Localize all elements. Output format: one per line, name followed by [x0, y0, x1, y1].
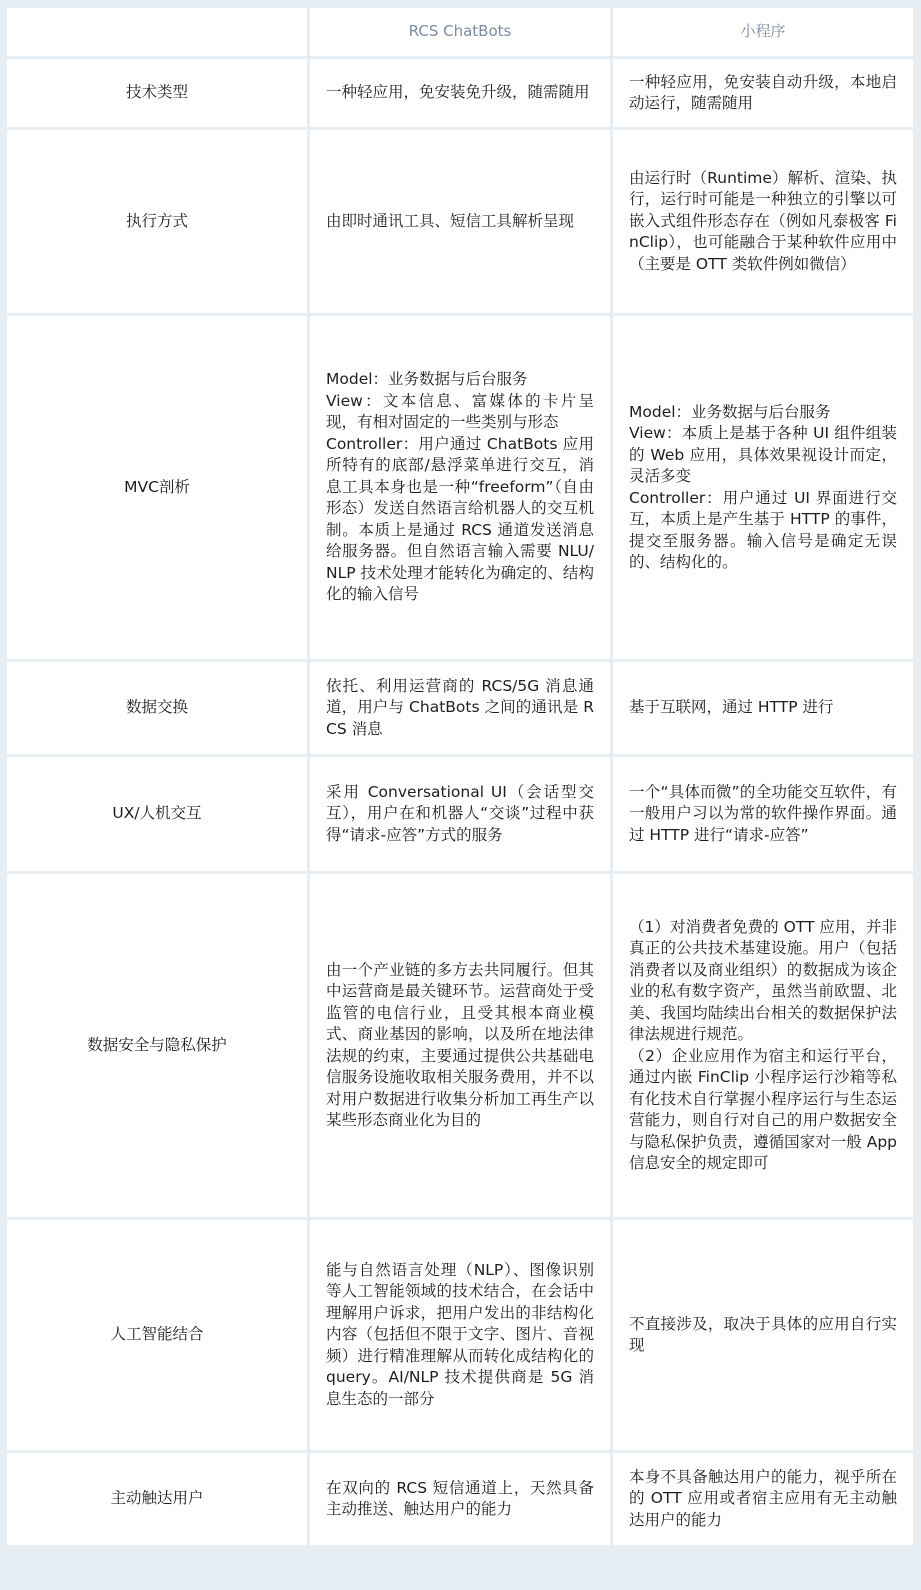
row-label: 执行方式: [7, 130, 307, 313]
mini-cell: （1）对消费者免费的 OTT 应用，并非真正的公共技术基建设施。用户（包括消费者以及商业组织）的数据成为该企业的私有数字资产，虽然当前欧盟、北美、我国均陆续出台相关的数据保护法律法规进行规范。 （2）企业应用作为宿主和运行平台，通过内嵌 FinClip 小程序运行沙箱等私有化技术自行掌握小程序运行与生态运营能力，则自行对自己的用户数据安全与隐私保护负责，遵循国家对一般 App 信息安全的规定即可: [613, 874, 913, 1217]
rcs-cell: Model：业务数据与后台服务 View：文本信息、富媒体的卡片呈现，有相对固定的一些类别与形态 Controller：用户通过 ChatBots 应用所特有的底部/悬浮菜单进行交互，消息工具本身也是一种“freeform”（自由形态）发送自然语言给机器人的交互机制。本质上是通过 RCS 通道发送消息给服务器。但自然语言输入需要 NLU/NLP 技术处理才能转化为确定的、结构化的输入信号: [310, 316, 610, 659]
rcs-cell: 一种轻应用，免安装免升级，随需随用: [310, 59, 610, 127]
rcs-cell: 能与自然语言处理（NLP）、图像识别等人工智能领域的技术结合，在会话中理解用户诉求，把用户发出的非结构化内容（包括但不限于文字、图片、音视频）进行精准理解从而转化成结构化的 query。AI/NLP 技术提供商是 5G 消息生态的一部分: [310, 1220, 610, 1450]
table-row: [7, 1220, 913, 1450]
row-label: UX/人机交互: [7, 757, 307, 871]
row-label: 数据交换: [7, 662, 307, 754]
row-label: MVC剖析: [7, 316, 307, 659]
table-row: [7, 757, 913, 871]
row-label: 主动触达用户: [7, 1453, 307, 1545]
rcs-cell: 依托、利用运营商的 RCS/5G 消息通道，用户与 ChatBots 之间的通讯是 RCS 消息: [310, 662, 610, 754]
mini-cell: Model：业务数据与后台服务 View：本质上是基于各种 UI 组件组装的 Web 应用，具体效果视设计而定，灵活多变 Controller：用户通过 UI 界面进行交互，本质上是产生基于 HTTP 的事件，提交至服务器。输入信号是确定无误的、结构化的。: [613, 316, 913, 659]
table-header-row: [7, 8, 913, 56]
mini-cell: 不直接涉及，取决于具体的应用自行实现: [613, 1220, 913, 1450]
table-row: [7, 662, 913, 754]
mini-cell: 一种轻应用，免安装自动升级，本地启动运行，随需随用: [613, 59, 913, 127]
table-row: [7, 874, 913, 1217]
mini-cell: 由运行时（Runtime）解析、渲染、执行，运行时可能是一种独立的引擎以可嵌入式组件形态存在（例如凡泰极客 FinClip），也可能融合于某种软件应用中（主要是 OTT 类软件例如微信）: [613, 130, 913, 313]
row-label: 数据安全与隐私保护: [7, 874, 307, 1217]
rcs-cell: 在双向的 RCS 短信通道上，天然具备主动推送、触达用户的能力: [310, 1453, 610, 1545]
table-row: [7, 1453, 913, 1545]
row-label: 技术类型: [7, 59, 307, 127]
table-row: [7, 130, 913, 313]
rcs-cell: 采用 Conversational UI（会话型交互），用户在和机器人“交谈”过程中获得“请求-应答”方式的服务: [310, 757, 610, 871]
table-row: [7, 316, 913, 659]
mini-cell: 基于互联网，通过 HTTP 进行: [613, 662, 913, 754]
header-rcs-chatbots: RCS ChatBots: [310, 8, 610, 56]
comparison-table: [4, 5, 916, 1548]
header-empty-cell: [7, 8, 307, 56]
header-mini-program: 小程序: [613, 8, 913, 56]
rcs-cell: 由即时通讯工具、短信工具解析呈现: [310, 130, 610, 313]
rcs-cell: 由一个产业链的多方去共同履行。但其中运营商是最关键环节。运营商处于受监管的电信行业，且受其根本商业模式、商业基因的影响，以及所在地法律法规的约束，主要通过提供公共基础电信服务设施收取相关服务费用，并不以对用户数据进行收集分析加工再生产以某些形态商业化为目的: [310, 874, 610, 1217]
row-label: 人工智能结合: [7, 1220, 307, 1450]
table-row: [7, 59, 913, 127]
mini-cell: 本身不具备触达用户的能力，视乎所在的 OTT 应用或者宿主应用有无主动触达用户的能力: [613, 1453, 913, 1545]
mini-cell: 一个“具体而微”的全功能交互软件，有一般用户习以为常的软件操作界面。通过 HTTP 进行“请求-应答”: [613, 757, 913, 871]
